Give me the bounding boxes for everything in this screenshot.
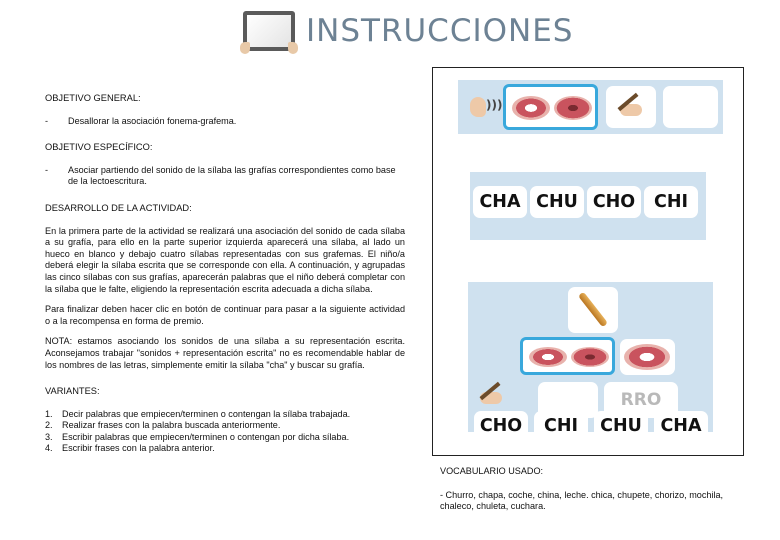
desarrollo <box>45 203 405 371</box>
instructions-text <box>45 93 405 470</box>
objetivo-especifico <box>45 142 405 188</box>
sound-wave-icon: ))) <box>486 98 503 112</box>
objetivo-general <box>45 93 405 127</box>
option-cha[interactable]: CHA <box>473 186 527 218</box>
syllable-bar <box>458 80 723 134</box>
churro-icon <box>578 292 608 328</box>
page-title: INSTRUCCIONES <box>306 13 574 49</box>
mouth-card[interactable] <box>503 84 598 130</box>
empty-slot[interactable] <box>663 86 718 128</box>
variantes <box>45 386 405 455</box>
vocabulary-list: - Churro, chapa, coche, china, leche. chica, chupete, chorizo, mochila, chaleco, chuleta, cuchara. <box>440 489 724 512</box>
option-chu[interactable]: CHU <box>530 186 584 218</box>
section-title: OBJETIVO ESPECÍFICO: <box>45 142 153 153</box>
note-paragraph: NOTA: estamos asociando los sonidos de una sílaba a su representación escrita. Aconsejamos trabajar "sonidos + representación escrita" no es recomendable hablar de los nombres de las letras, simplemente emitir la sílaba "cha" y buscar su grafía. <box>45 336 405 370</box>
list-item: 4. Escribir frases con la palabra anterior. <box>45 443 215 454</box>
header <box>240 10 580 56</box>
option-chi[interactable]: CHI <box>534 411 588 441</box>
image-card-2 <box>620 339 675 375</box>
section-title: VOCABULARIO USADO: <box>440 466 544 476</box>
mouth-round-icon <box>571 347 609 367</box>
activity-preview <box>432 67 744 456</box>
mouth-open-icon <box>512 96 550 120</box>
section-title: OBJETIVO GENERAL: <box>45 93 141 103</box>
list-item: - Asociar partiendo del sonido de la sílaba las grafías correspondientes como base de la lectoescritura. <box>45 164 396 187</box>
mouth-open-icon <box>529 347 567 367</box>
section-title: DESARROLLO DE LA ACTIVIDAD: <box>45 202 192 213</box>
mouth-card-2[interactable] <box>520 337 615 375</box>
monitor-icon <box>240 10 298 54</box>
ear-icon <box>470 97 486 117</box>
list-item: 1. Decir palabras que empiecen/terminen o contengan la sílaba trabajada. <box>45 408 351 419</box>
churro-card <box>568 287 618 333</box>
mouth-round-icon <box>554 96 592 120</box>
section-title: VARIANTES: <box>45 386 100 397</box>
option-cha[interactable]: CHA <box>654 411 708 441</box>
top-options-bar <box>470 172 706 240</box>
option-chu[interactable]: CHU <box>594 411 648 441</box>
list-item: - Desallorar la asociación fonema-grafema. <box>45 115 237 126</box>
word-fragment: RRO <box>604 382 678 418</box>
option-cho[interactable]: CHO <box>587 186 641 218</box>
option-cho[interactable]: CHO <box>474 411 528 441</box>
vocabulario <box>440 466 740 513</box>
mouth-teeth-icon <box>624 344 670 370</box>
option-chi[interactable]: CHI <box>644 186 698 218</box>
word-bar <box>468 282 713 432</box>
paragraph: Para finalizar deben hacer clic en botón de continuar para pasar a la siguiente actividad o a la recompensa en forma de premio. <box>45 304 405 326</box>
list-item: 3. Escribir palabras que empiecen/terminen o contengan por dicha sílaba. <box>45 431 350 442</box>
paragraph: En la primera parte de la actividad se realizará una asociación del sonido de cada sílaba a su grafía, para ello en la parte superior izquierda aparecerá una sílaba, al lado un hueco en blanco y debajo cuatro sílabas representadas con sus grafemas. El niño/a deberá elegir la sílaba escrita que se corresponde con ella. A continuación, y agrupadas las cinco sílabas con sus grafías, aparecerán palabras que el niño deberá completar con la sílaba que le falte, eligiendo la representación escrita adecuada a dicha sílaba. <box>45 225 405 294</box>
list-item: 2. Realizar frases con la palabra buscada anteriormente. <box>45 420 281 431</box>
variantes-list <box>45 409 405 455</box>
writing-card[interactable] <box>606 86 656 128</box>
